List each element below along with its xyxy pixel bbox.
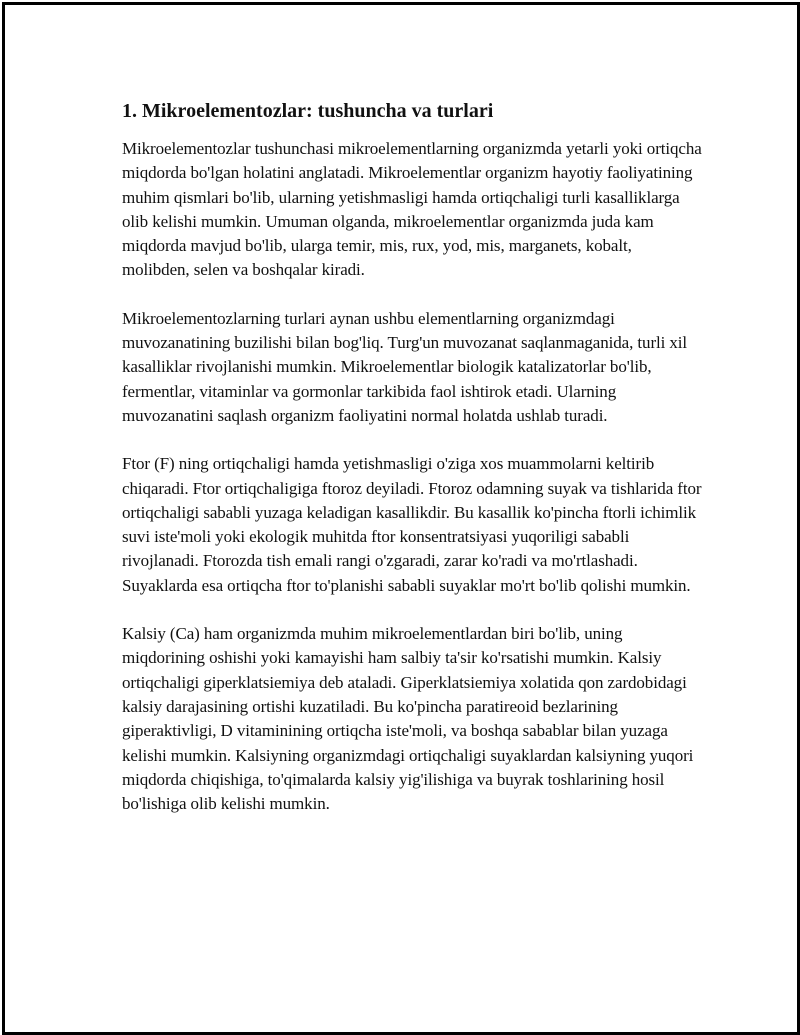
document-body (122, 98, 702, 840)
paragraph-3: Ftor (F) ning ortiqchaligi hamda yetishmasligi o'ziga xos muammolarni keltirib chiqaradi. Ftor ortiqchaligiga ftoroz deyiladi. Ftoroz odamning suyak va tishlarida ftor ortiqchaligi sababli yuzaga keladigan kasallikdir. Bu kasallik ko'pincha ftorli ichimlik suvi iste'moli yoki ekologik muhitda ftor konsentratsiyasi yuqoriligi sababli rivojlanadi. Ftorozda tish emali rangi o'zgaradi, zarar ko'radi va mo'rtlashadi. Suyaklarda esa ortiqcha ftor to'planishi sababli suyaklar mo'rt bo'lib qolishi mumkin. (122, 454, 702, 595)
paragraph-4: Kalsiy (Ca) ham organizmda muhim mikroelementlardan biri bo'lib, uning miqdorining oshishi yoki kamayishi ham salbiy ta'sir ko'rsatishi mumkin. Kalsiy ortiqchaligi giperklatsiemiya deb ataladi. Giperklatsiemiya xolatida qon zardobidagi kalsiy darajasining ortishi kuzatiladi. Bu ko'pincha paratireoid bezlarining giperaktivligi, D vitaminining ortiqcha iste'moli, va boshqa sabablar bilan yuzaga kelishi mumkin. Kalsiyning organizmdagi ortiqchaligi suyaklardan kalsiyning yuqori miqdorda chiqishiga, to'qimalarda kalsiy yig'ilishiga va buyrak toshlarining hosil bo'lishiga olib kelishi mumkin. (122, 624, 694, 814)
paragraph-1: Mikroelementozlar tushunchasi mikroelementlarning organizmda yetarli yoki ortiqcha miqdorda bo'lgan holatini anglatadi. Mikroelementlar organizm hayotiy faoliyatining muhim qismlari bo'lib, ularning yetishmasligi hamda ortiqchaligi turli kasalliklarga olib kelishi mumkin. Umuman olganda, mikroelementlar organizmda juda kam miqdorda mavjud bo'lib, ularga temir, mis, rux, yod, mis, marganets, kobalt, molibden, selen va boshqalar kiradi. (122, 139, 702, 280)
section-heading: 1. Mikroelementozlar: tushuncha va turlari (122, 100, 494, 122)
page-frame (2, 2, 800, 1035)
paragraph-2: Mikroelementozlarning turlari aynan ushbu elementlarning organizmdagi muvozanatining buzilishi bilan bog'liq. Turg'un muvozanat saqlanmaganida, turli xil kasalliklar rivojlanishi mumkin. Mikroelementlar biologik katalizatorlar bo'lib, fermentlar, vitaminlar va gormonlar tarkibida faol ishtirok etadi. Ularning muvozanatini saqlash organizm faoliyatini normal holatda ushlab turadi. (122, 308, 688, 425)
